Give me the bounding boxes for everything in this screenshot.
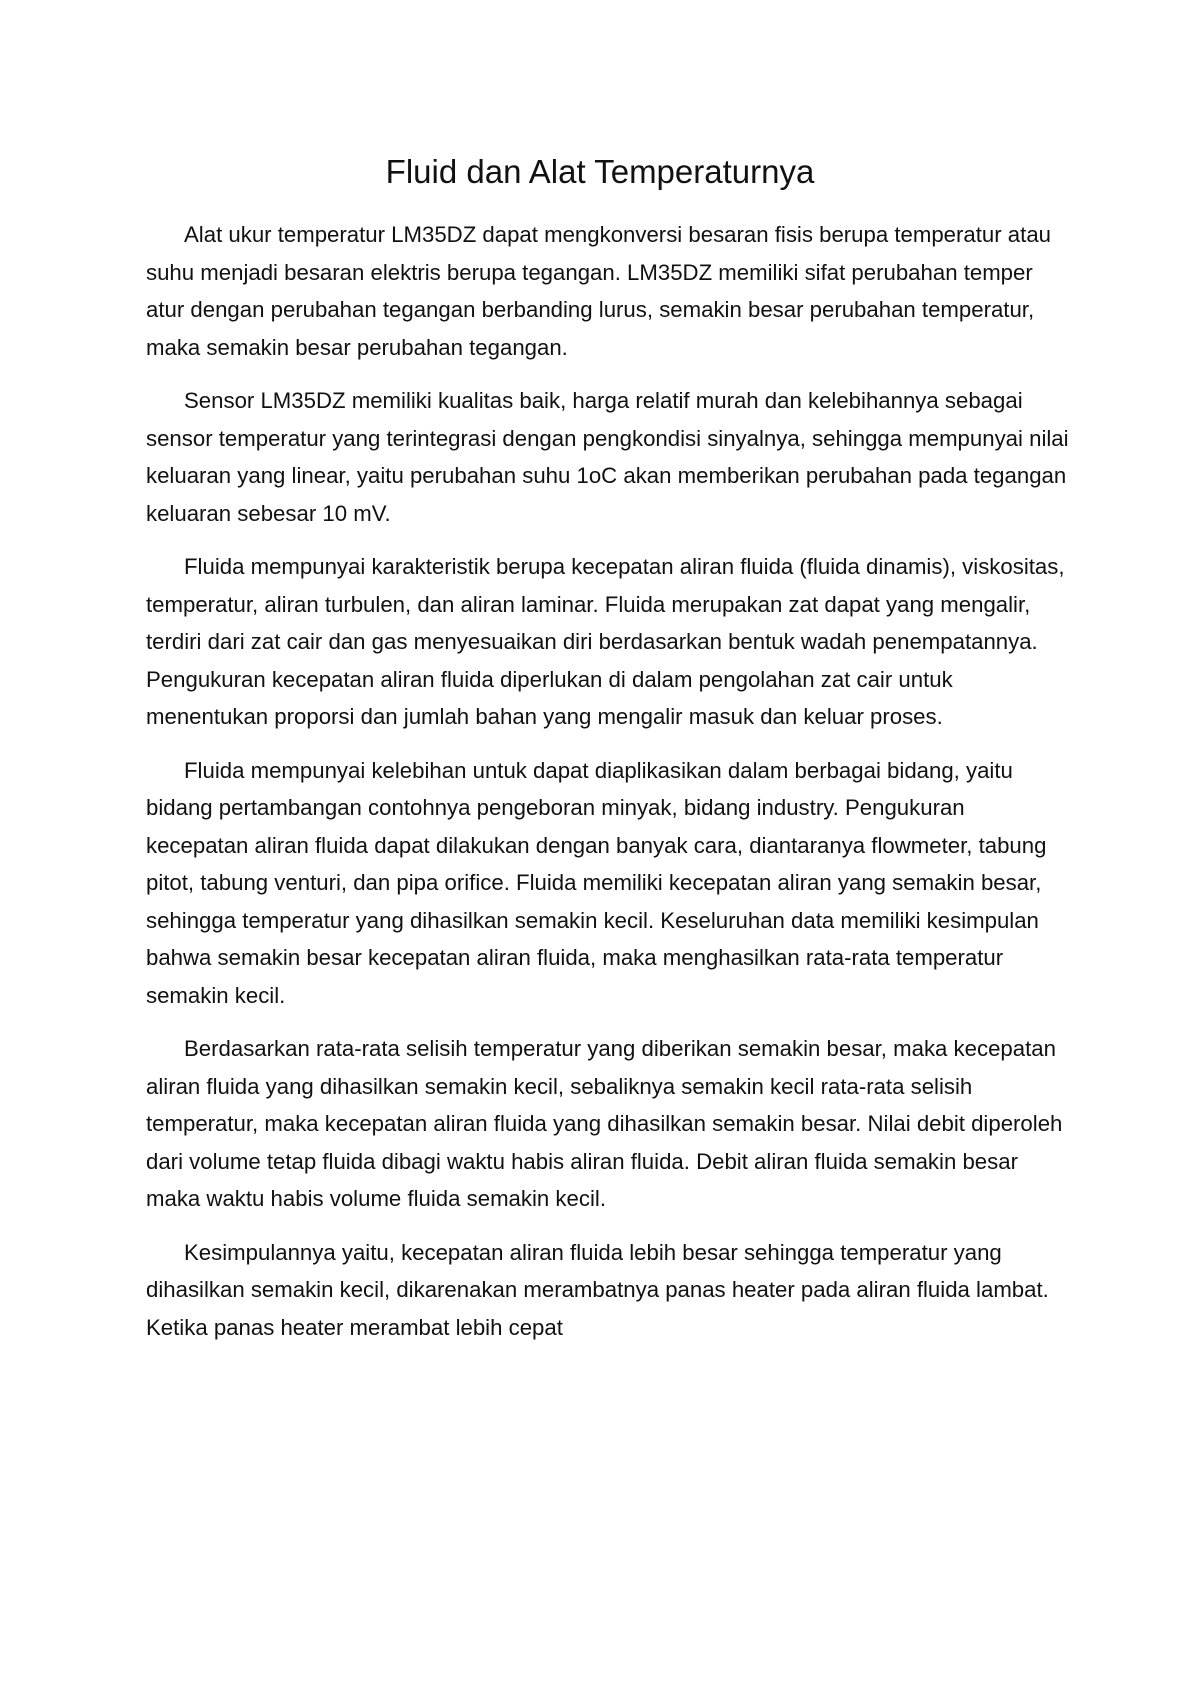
paragraph-3: Fluida mempunyai karakteristik berupa kecepatan aliran fluida (fluida dinamis), viskositas, temperatur, aliran turbulen, dan aliran laminar. Fluida merupakan zat dapat yang mengalir, terdiri dari zat cair dan gas menyesuaikan diri berdasarkan bentuk wadah penempatannya. Pengukuran kecepatan aliran fluida diperlukan di dalam pengolahan zat cair untuk menentukan proporsi dan jumlah bahan yang mengalir masuk dan keluar proses.: [146, 554, 1065, 729]
paragraph-4: Fluida mempunyai kelebihan untuk dapat diaplikasikan dalam berbagai bidang, yaitu bidang pertambangan contohnya pengeboran minyak, bidang industry. Pengukuran kecepatan aliran fluida dapat dilakukan dengan banyak cara, diantaranya flowmeter, tabung pitot, tabung venturi, dan pipa orifice. Fluida memiliki kecepatan aliran yang semakin besar, sehingga temperatur yang dihasilkan semakin kecil. Keseluruhan data memiliki kesimpulan bahwa semakin besar kecepatan aliran fluida, maka menghasilkan rata-rata temperatur semakin kecil.: [146, 757, 1047, 1008]
document-body: [146, 216, 1071, 1362]
paragraph-6: Kesimpulannya yaitu, kecepatan aliran fluida lebih besar sehingga temperatur yang dihasilkan semakin kecil, dikarenakan merambatnya panas heater pada aliran fluida lambat. Ketika panas heater merambat lebih cepat: [146, 1239, 1049, 1340]
paragraph-1: Alat ukur temperatur LM35DZ dapat mengkonversi besaran fisis berupa temperatur atau suhu menjadi besaran elektris berupa tegangan. LM35DZ memiliki sifat perubahan temper atur dengan perubahan tegangan berbanding lurus, semakin besar perubahan temperatur, maka semakin besar perubahan tegangan.: [146, 222, 1051, 360]
paragraph-2: Sensor LM35DZ memiliki kualitas baik, harga relatif murah dan kelebihannya sebagai sensor temperatur yang terintegrasi dengan pengkondisi sinyalnya, sehingga mempunyai nilai keluaran yang linear, yaitu perubahan suhu 1oC akan memberikan perubahan pada tegangan keluaran sebesar 10 mV.: [146, 388, 1069, 526]
paragraph-5: Berdasarkan rata-rata selisih temperatur yang diberikan semakin besar, maka kecepatan aliran fluida yang dihasilkan semakin kecil, sebaliknya semakin kecil rata-rata selisih temperatur, maka kecepatan aliran fluida yang dihasilkan semakin besar. Nilai debit diperoleh dari volume tetap fluida dibagi waktu habis aliran fluida. Debit aliran fluida semakin besar maka waktu habis volume fluida semakin kecil.: [146, 1036, 1063, 1211]
document-title: Fluid dan Alat Temperaturnya: [385, 153, 815, 190]
